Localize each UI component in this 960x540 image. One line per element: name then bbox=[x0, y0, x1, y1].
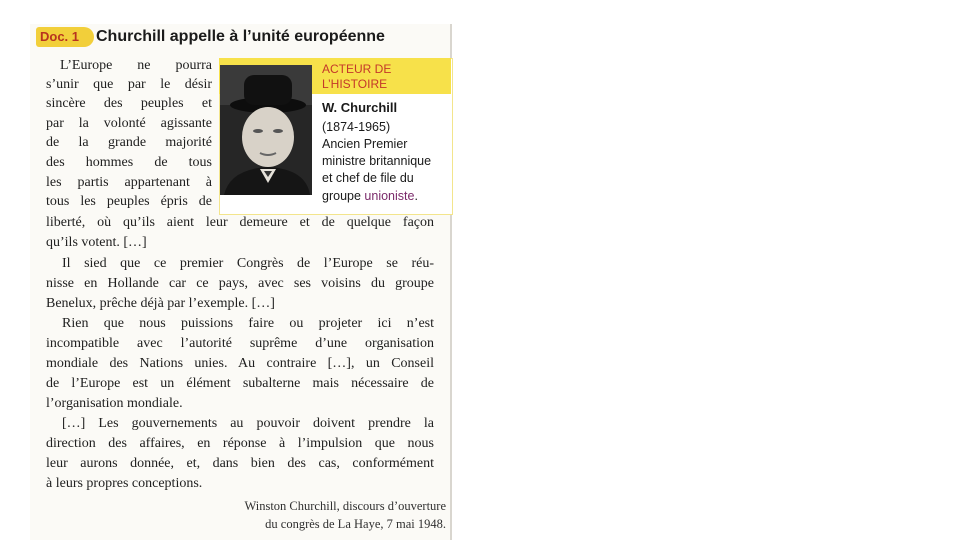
text-line: par la volonté agissante bbox=[46, 116, 212, 131]
actor-desc-4-text: groupe bbox=[322, 189, 361, 203]
text-line: incompatible avec l’autorité suprême d’une organisation bbox=[46, 336, 434, 351]
actor-desc-3: et chef de file du bbox=[322, 171, 414, 185]
doc-badge: Doc. 1 bbox=[36, 27, 94, 47]
text-line: Il sied que ce premier Congrès de l’Europe se réu- bbox=[62, 256, 434, 271]
text-line: de la grande majorité bbox=[46, 135, 212, 150]
text-line: qu’ils votent. […] bbox=[46, 235, 147, 250]
text-line: les partis appartenant à bbox=[46, 175, 212, 190]
actor-desc-highlight: unioniste bbox=[364, 189, 415, 203]
text-line: des hommes de tous bbox=[46, 155, 212, 170]
text-line: à leurs propres conceptions. bbox=[46, 476, 203, 491]
source-line-2: du congrès de La Haye, 7 mai 1948. bbox=[265, 517, 446, 531]
source-line-1: Winston Churchill, discours d’ouverture bbox=[244, 499, 446, 513]
actor-name: W. Churchill bbox=[322, 100, 398, 115]
text-line: leur aurons donnée, et, dans bien des cas, conformément bbox=[46, 456, 434, 471]
actor-desc-2: ministre britannique bbox=[322, 154, 432, 168]
text-line: tous les peuples épris de bbox=[46, 194, 212, 209]
text-line: de l’Europe est un élément subalterne mais nécessaire de bbox=[46, 376, 434, 391]
text-line: s’unir que par le désir bbox=[46, 77, 212, 92]
text-line: direction des affaires, en réponse à l’impulsion que nous bbox=[46, 436, 434, 451]
doc-title: Churchill appelle à l’unité européenne bbox=[96, 28, 385, 45]
actor-heading-2: L’HISTOIRE bbox=[322, 77, 388, 91]
churchill-portrait bbox=[220, 65, 312, 195]
text-line: nisse en Hollande car ce pays, avec ses voisins du groupe bbox=[46, 276, 434, 291]
actor-desc-4 bbox=[322, 189, 418, 203]
actor-heading-1: ACTEUR DE bbox=[322, 62, 392, 76]
text-line: Rien que nous puissions faire ou projeter ici n’est bbox=[62, 316, 434, 331]
actor-desc-1: Ancien Premier bbox=[322, 137, 408, 151]
text-line: mondiale des Nations unies. Au contraire […], un Conseil bbox=[46, 356, 434, 371]
text-line: […] Les gouvernements au pouvoir doivent prendre la bbox=[62, 416, 434, 431]
text-line: Benelux, prêche déjà par l’exemple. […] bbox=[46, 296, 275, 311]
actor-desc-end: . bbox=[414, 189, 418, 203]
actor-dates: (1874-1965) bbox=[322, 120, 391, 134]
text-line: l’organisation mondiale. bbox=[46, 396, 183, 411]
text-line: liberté, où qu’ils aient leur demeure et de quelque façon bbox=[46, 215, 434, 230]
text-line: sincère des peuples et bbox=[46, 96, 212, 111]
text-line: L’Europe ne pourra bbox=[60, 58, 212, 73]
